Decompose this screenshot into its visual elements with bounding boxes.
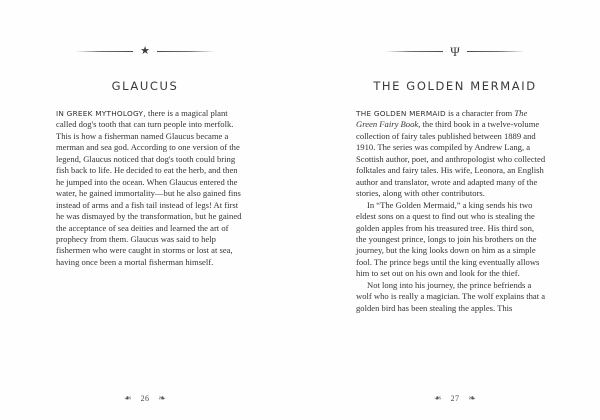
paragraph-opener-smallcaps: IN GREEK MYTHOLOGY,	[56, 109, 146, 118]
paragraph	[56, 108, 246, 268]
right-page-number: 27	[450, 394, 460, 403]
paragraph-text-before-title: is a character from	[445, 108, 515, 118]
paragraph	[356, 108, 546, 200]
book-title-italic: The Green Fairy Book	[356, 108, 528, 130]
leaf-flourish-icon-right: ❧	[158, 393, 166, 403]
right-page	[300, 0, 600, 420]
trident-ornament-icon: Ψ	[450, 43, 460, 59]
paragraph-text-after-title: , the third book in a twelve-volume collection of fairy tales published between 1889 and 1910. The series was compiled by Andrew Lang, a Scottish author, poet, and anthropologist who collected folktales and fairy tales. His wife, Leonora, an English author and translator, wrote and adapted many of the stories, along with other contributors.	[356, 119, 546, 199]
paragraph-opener-smallcaps: THE GOLDEN MERMAID	[356, 109, 446, 118]
ornament-rule-line-right	[157, 51, 215, 52]
right-page-ornament-rule	[300, 40, 600, 62]
ornament-rule-line-left	[75, 51, 133, 52]
right-page-body-text	[356, 108, 546, 314]
left-page-number: 26	[140, 394, 150, 403]
paragraph-text: there is a magical plant called dog's tooth that can turn people into merfolk. This is how a fisherman named Glaucus became a merman and sea god. According to one version of the legend, Glaucus noticed that dog's tooth could bring fish back to life. He decided to eat the herb, and then he jumped into the ocean. When Glaucus entered the water, he gained immortality—but he also gained fins instead of arms and a fish tail instead of legs! At first he was dismayed by the transformation, but he gained the acceptance of sea deities and learned the art of prophecy from them. Glaucus was said to help fishermen who were caught in storms or lost at sea, having once been a mortal fisherman himself.	[56, 108, 242, 267]
leaf-flourish-icon-right: ❧	[468, 393, 476, 403]
right-page-chapter-title: THE GOLDEN MERMAID	[373, 79, 537, 93]
paragraph: Not long into his journey, the prince befriends a wolf who is really a magician. The wolf explains that a golden bird has been stealing the apples. This	[356, 279, 546, 313]
ornament-rule-line-right	[467, 51, 525, 52]
right-page-folio	[300, 394, 600, 403]
ornament-rule-line-left	[385, 51, 443, 52]
left-page-ornament-rule	[0, 40, 300, 62]
star-ornament-icon: ★	[140, 44, 150, 57]
left-page-body-text	[56, 108, 246, 268]
paragraph: In “The Golden Mermaid,” a king sends his two eldest sons on a quest to find out who is stealing the golden apples from his treasured tree. His third son, the youngest prince, longs to join his brothers on the journey, but the king looks down on him as a simple fool. The prince begs until the king eventually allows him to set out on his own and look for the thief.	[356, 199, 540, 279]
leaf-flourish-icon-left: ❧	[434, 393, 442, 403]
left-page-chapter-title: GLAUCUS	[111, 79, 179, 93]
leaf-flourish-icon-left: ❧	[124, 393, 132, 403]
left-page-folio	[0, 394, 300, 403]
